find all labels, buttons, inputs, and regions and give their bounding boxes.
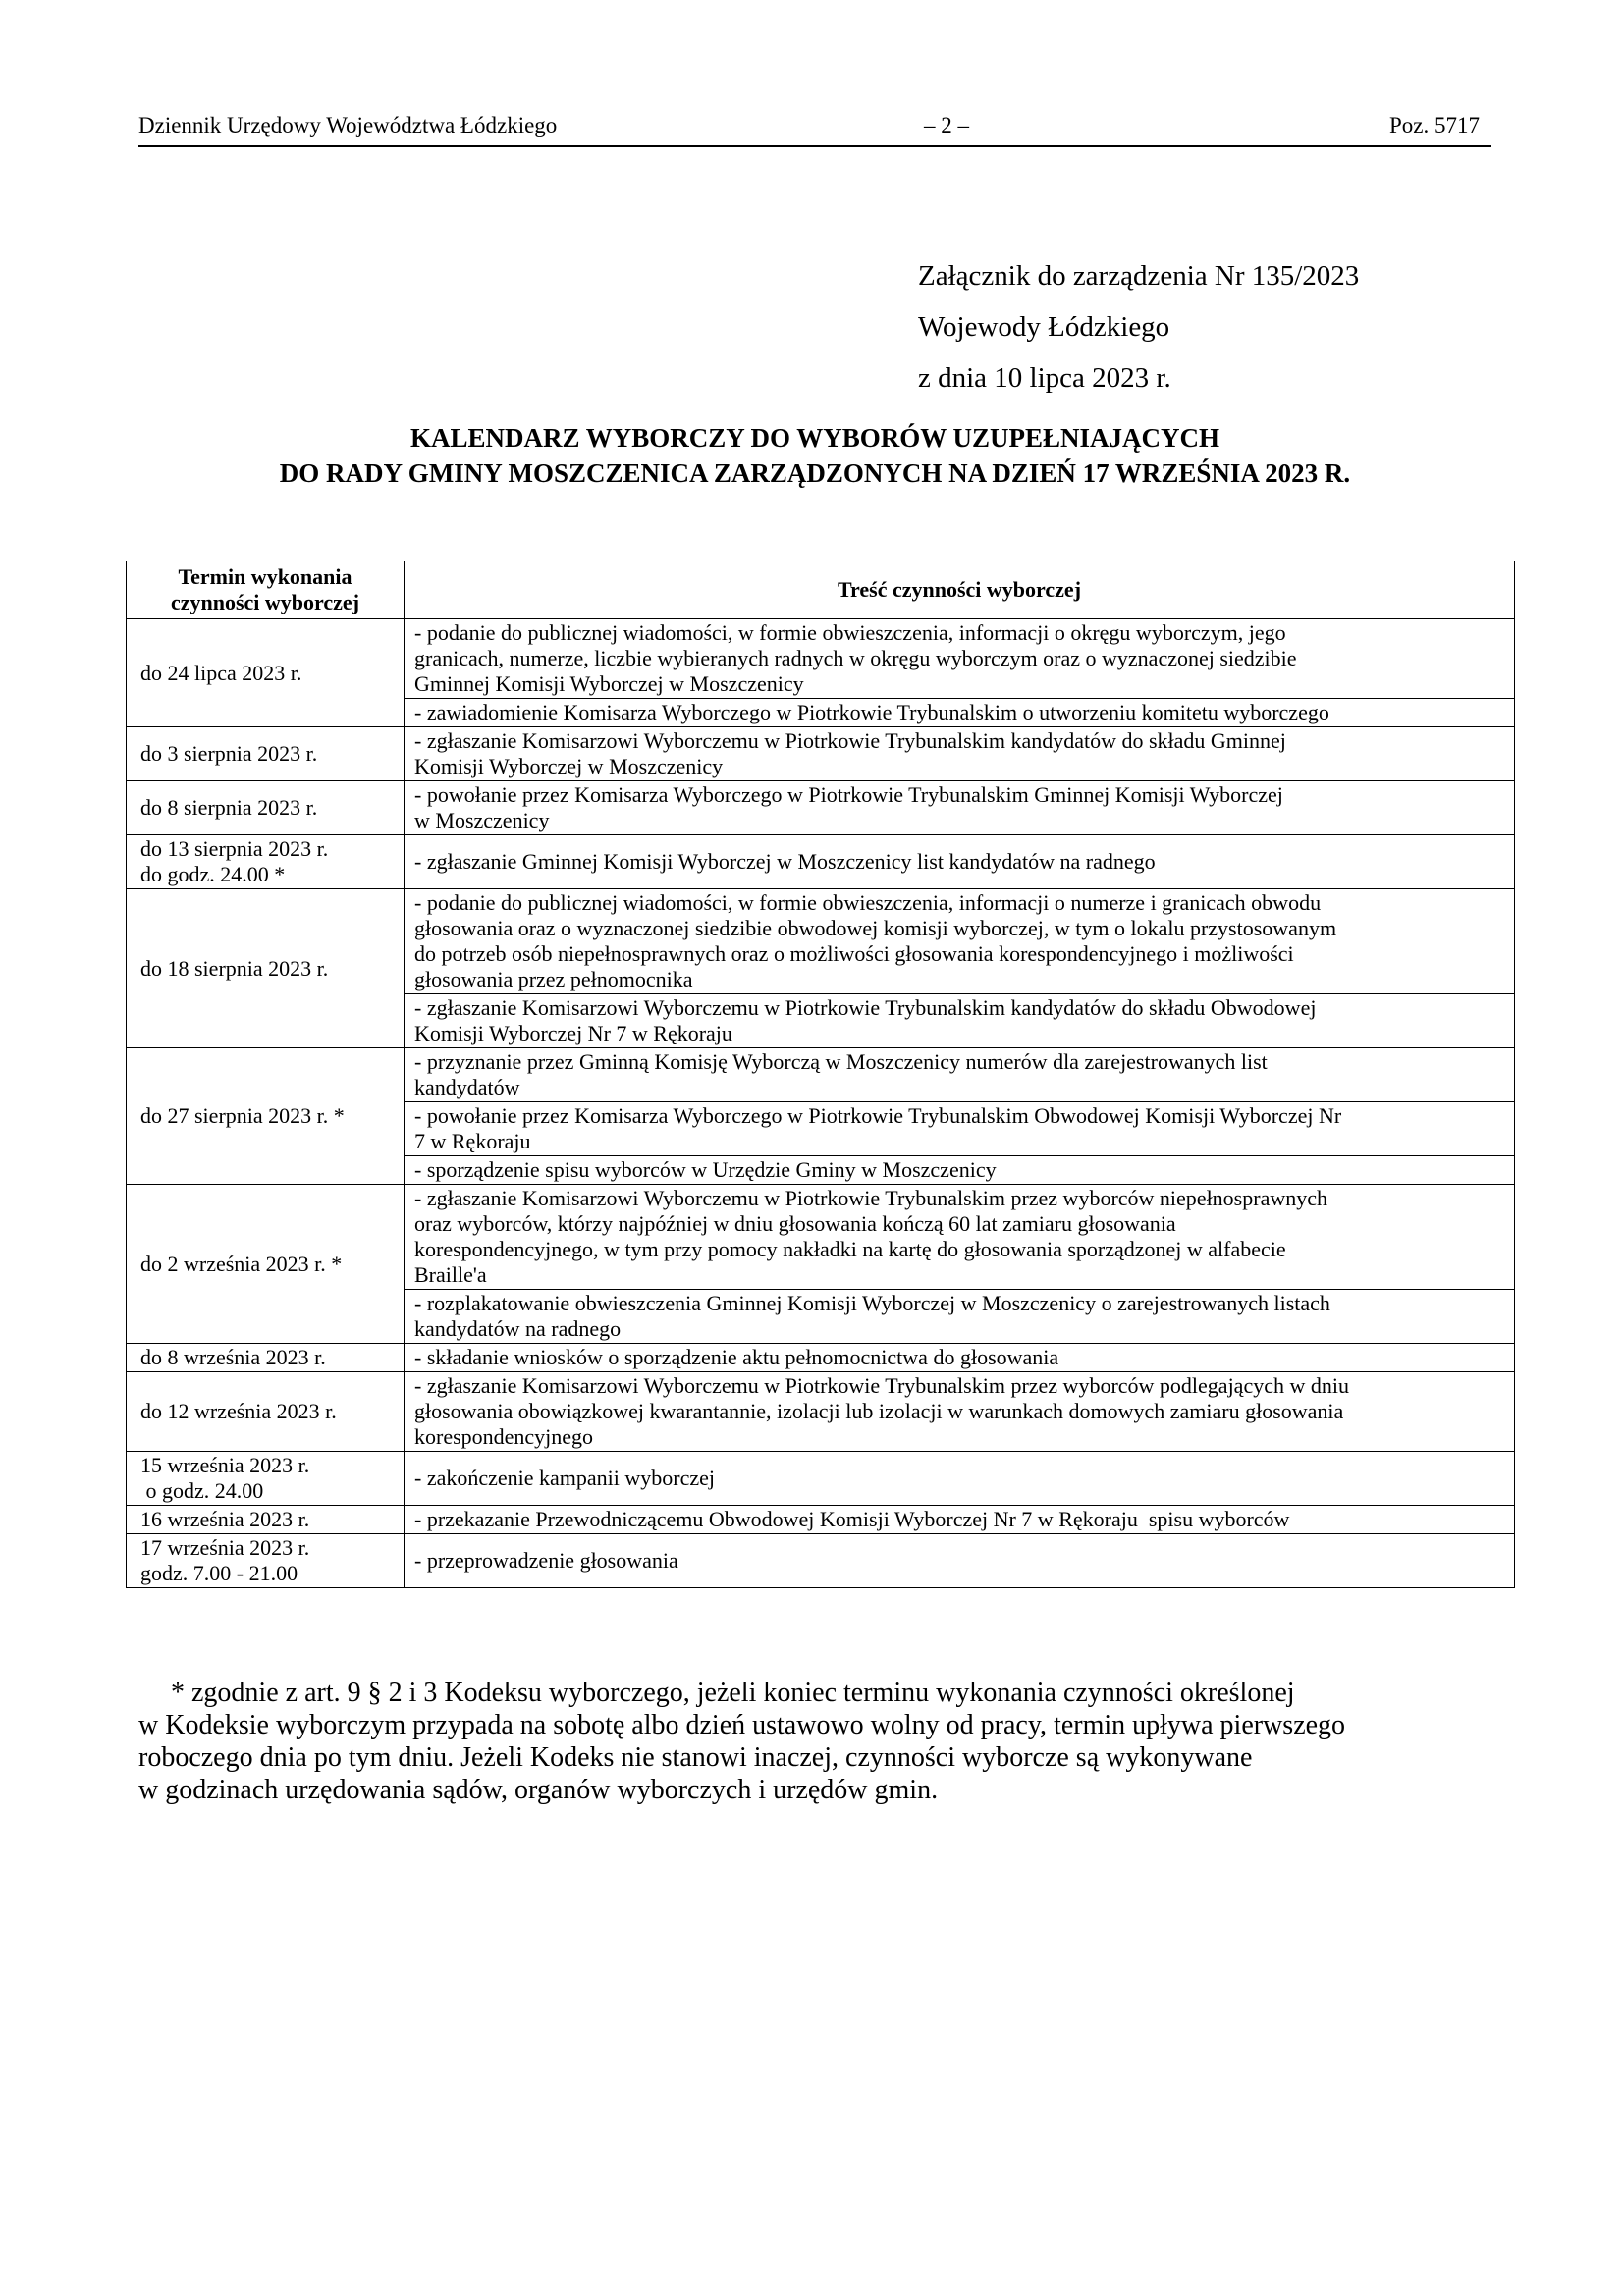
task-cell xyxy=(405,699,1515,727)
term-cell: do 18 sierpnia 2023 r. xyxy=(127,889,405,1048)
term-cell: do 27 sierpnia 2023 r. * xyxy=(127,1048,405,1185)
term-line: do godz. 24.00 * xyxy=(140,862,286,886)
task-cell xyxy=(405,1534,1515,1588)
task-line: - zgłaszanie Komisarzowi Wyborczemu w Piotrkowie Trybunalskim kandydatów do składu Obwodowej xyxy=(414,995,1317,1020)
task-line: Gminnej Komisji Wyborczej w Moszczenicy xyxy=(414,671,804,696)
table-row xyxy=(127,835,1515,889)
title-line: KALENDARZ WYBORCZY DO WYBORÓW UZUPEŁNIAJĄCYCH xyxy=(409,423,1220,453)
task-cell xyxy=(405,1048,1515,1102)
term-line: 17 września 2023 r. xyxy=(140,1535,310,1560)
term-cell: do 8 sierpnia 2023 r. xyxy=(127,781,405,835)
term-line: do 13 sierpnia 2023 r. xyxy=(140,836,329,861)
term-cell xyxy=(127,1534,405,1588)
table-row xyxy=(127,889,1515,994)
table-row xyxy=(127,1534,1515,1588)
footnote-line: * zgodnie z art. 9 § 2 i 3 Kodeksu wyborczego, jeżeli koniec terminu wykonania czynności określonej xyxy=(171,1678,1295,1708)
table-row xyxy=(127,619,1515,699)
task-line: - przekazanie Przewodniczącemu Obwodowej Komisji Wyborczej Nr 7 w Rękoraju spisu wyborców xyxy=(414,1507,1290,1531)
table-row xyxy=(127,1506,1515,1534)
task-line: - zgłaszanie Komisarzowi Wyborczemu w Piotrkowie Trybunalskim przez wyborców niepełnosprawnych xyxy=(414,1186,1327,1210)
task-line: - powołanie przez Komisarza Wyborczego w Piotrkowie Trybunalskim Obwodowej Komisji Wyborczej Nr xyxy=(414,1103,1342,1128)
task-cell xyxy=(405,1344,1515,1372)
task-cell xyxy=(405,1290,1515,1344)
task-cell xyxy=(405,835,1515,889)
task-line: granicach, numerze, liczbie wybieranych radnych w okręgu wyborczym oraz o wyznaczonej siedzibie xyxy=(414,646,1297,670)
page-number: – 2 – xyxy=(924,113,969,137)
task-line: kandydatów xyxy=(414,1075,520,1099)
task-cell xyxy=(405,1102,1515,1156)
table-row xyxy=(127,727,1515,781)
footnote-line: roboczego dnia po tym dniu. Jeżeli Kodeks nie stanowi inaczej, czynności wyborcze są wykonywane xyxy=(138,1742,1253,1773)
attachment-line: Załącznik do zarządzenia Nr 135/2023 xyxy=(918,260,1360,292)
task-line: - zawiadomienie Komisarza Wyborczego w Piotrkowie Trybunalskim o utworzeniu komitetu wyborczego xyxy=(414,700,1329,724)
term-line: godz. 7.00 - 21.00 xyxy=(140,1561,298,1585)
journal-name: Dziennik Urzędowy Województwa Łódzkiego xyxy=(138,113,558,137)
attachment-line: z dnia 10 lipca 2023 r. xyxy=(918,362,1171,394)
position-number: Poz. 5717 xyxy=(1389,113,1480,137)
task-cell xyxy=(405,1506,1515,1534)
document-title xyxy=(138,420,1491,491)
term-cell xyxy=(127,1452,405,1506)
title-line: DO RADY GMINY MOSZCZENICA ZARZĄDZONYCH NA DZIEŃ 17 WRZEŚNIA 2023 R. xyxy=(279,458,1351,488)
attachment-reference xyxy=(918,250,1359,403)
task-line: głosowania oraz o wyznaczonej siedzibie obwodowej komisji wyborczej, w tym o lokalu przystosowanym xyxy=(414,916,1337,940)
task-line: - zgłaszanie Gminnej Komisji Wyborczej w Moszczenicy list kandydatów na radnego xyxy=(414,849,1156,874)
task-line: w Moszczenicy xyxy=(414,808,550,832)
term-cell: do 2 września 2023 r. * xyxy=(127,1185,405,1344)
task-cell xyxy=(405,619,1515,699)
task-line: - zakończenie kampanii wyborczej xyxy=(414,1466,716,1490)
footnote-line: w godzinach urzędowania sądów, organów wyborczych i urzędów gmin. xyxy=(138,1775,939,1805)
table-row xyxy=(127,1048,1515,1102)
task-line: 7 w Rękoraju xyxy=(414,1129,531,1153)
table-row xyxy=(127,781,1515,835)
table-row xyxy=(127,1185,1515,1290)
task-line: oraz wyborców, którzy najpóźniej w dniu głosowania kończą 60 lat zamiaru głosowania xyxy=(414,1211,1176,1236)
task-line: głosowania obowiązkowej kwarantannie, izolacji lub izolacji w warunkach domowych zamiaru głosowania xyxy=(414,1399,1344,1423)
term-line: 15 września 2023 r. xyxy=(140,1453,310,1477)
term-cell: do 3 sierpnia 2023 r. xyxy=(127,727,405,781)
table-row xyxy=(127,1452,1515,1506)
task-line: do potrzeb osób niepełnosprawnych oraz o możliwości głosowania korespondencyjnego i możliwości xyxy=(414,941,1294,966)
task-cell xyxy=(405,1372,1515,1452)
term-cell: do 12 września 2023 r. xyxy=(127,1372,405,1452)
task-cell xyxy=(405,781,1515,835)
term-cell: do 24 lipca 2023 r. xyxy=(127,619,405,727)
header-line: Termin wykonania xyxy=(178,564,352,589)
column-header-task: Treść czynności wyborczej xyxy=(405,561,1515,619)
task-line: kandydatów na radnego xyxy=(414,1316,622,1341)
task-cell xyxy=(405,994,1515,1048)
task-cell xyxy=(405,1185,1515,1290)
header-line: czynności wyborczej xyxy=(170,590,360,614)
footnote xyxy=(138,1677,1491,1806)
task-line: Braille'a xyxy=(414,1262,487,1287)
term-line: o godz. 24.00 xyxy=(140,1478,264,1503)
task-cell xyxy=(405,1452,1515,1506)
task-line: - powołanie przez Komisarza Wyborczego w Piotrkowie Trybunalskim Gminnej Komisji Wyborczej xyxy=(414,782,1283,807)
task-line: - przyznanie przez Gminną Komisję Wyborczą w Moszczenicy numerów dla zarejestrowanych list xyxy=(414,1049,1268,1074)
term-cell xyxy=(127,835,405,889)
task-line: - zgłaszanie Komisarzowi Wyborczemu w Piotrkowie Trybunalskim przez wyborców podlegających w dniu xyxy=(414,1373,1349,1398)
task-line: Komisji Wyborczej w Moszczenicy xyxy=(414,754,724,778)
task-line: - podanie do publicznej wiadomości, w formie obwieszczenia, informacji o okręgu wyborczym, jego xyxy=(414,620,1286,645)
task-line: - składanie wniosków o sporządzenie aktu pełnomocnictwa do głosowania xyxy=(414,1345,1059,1369)
table-row xyxy=(127,1344,1515,1372)
attachment-line: Wojewody Łódzkiego xyxy=(918,311,1170,343)
task-line: Komisji Wyborczej Nr 7 w Rękoraju xyxy=(414,1021,732,1045)
table-header-row xyxy=(127,561,1515,619)
task-line: - podanie do publicznej wiadomości, w formie obwieszczenia, informacji o numerze i granicach obwodu xyxy=(414,890,1322,915)
task-line: korespondencyjnego xyxy=(414,1424,594,1449)
task-line: - przeprowadzenie głosowania xyxy=(414,1548,678,1573)
task-cell xyxy=(405,727,1515,781)
election-calendar-table xyxy=(126,561,1515,1588)
term-cell: do 8 września 2023 r. xyxy=(127,1344,405,1372)
column-header-term xyxy=(127,561,405,619)
task-line: - sporządzenie spisu wyborców w Urzędzie Gminy w Moszczenicy xyxy=(414,1157,997,1182)
table-row xyxy=(127,1372,1515,1452)
task-cell xyxy=(405,889,1515,994)
page-header xyxy=(138,110,1491,147)
task-cell xyxy=(405,1156,1515,1185)
task-line: - zgłaszanie Komisarzowi Wyborczemu w Piotrkowie Trybunalskim kandydatów do składu Gminnej xyxy=(414,728,1286,753)
footnote-line: w Kodeksie wyborczym przypada na sobotę albo dzień ustawowo wolny od pracy, termin upływa pierwszego xyxy=(138,1710,1346,1740)
task-line: korespondencyjnego, w tym przy pomocy nakładki na kartę do głosowania sporządzonej w alfabecie xyxy=(414,1237,1286,1261)
task-line: - rozplakatowanie obwieszczenia Gminnej Komisji Wyborczej w Moszczenicy o zarejestrowanych listach xyxy=(414,1291,1330,1315)
task-line: głosowania przez pełnomocnika xyxy=(414,967,693,991)
term-cell: 16 września 2023 r. xyxy=(127,1506,405,1534)
